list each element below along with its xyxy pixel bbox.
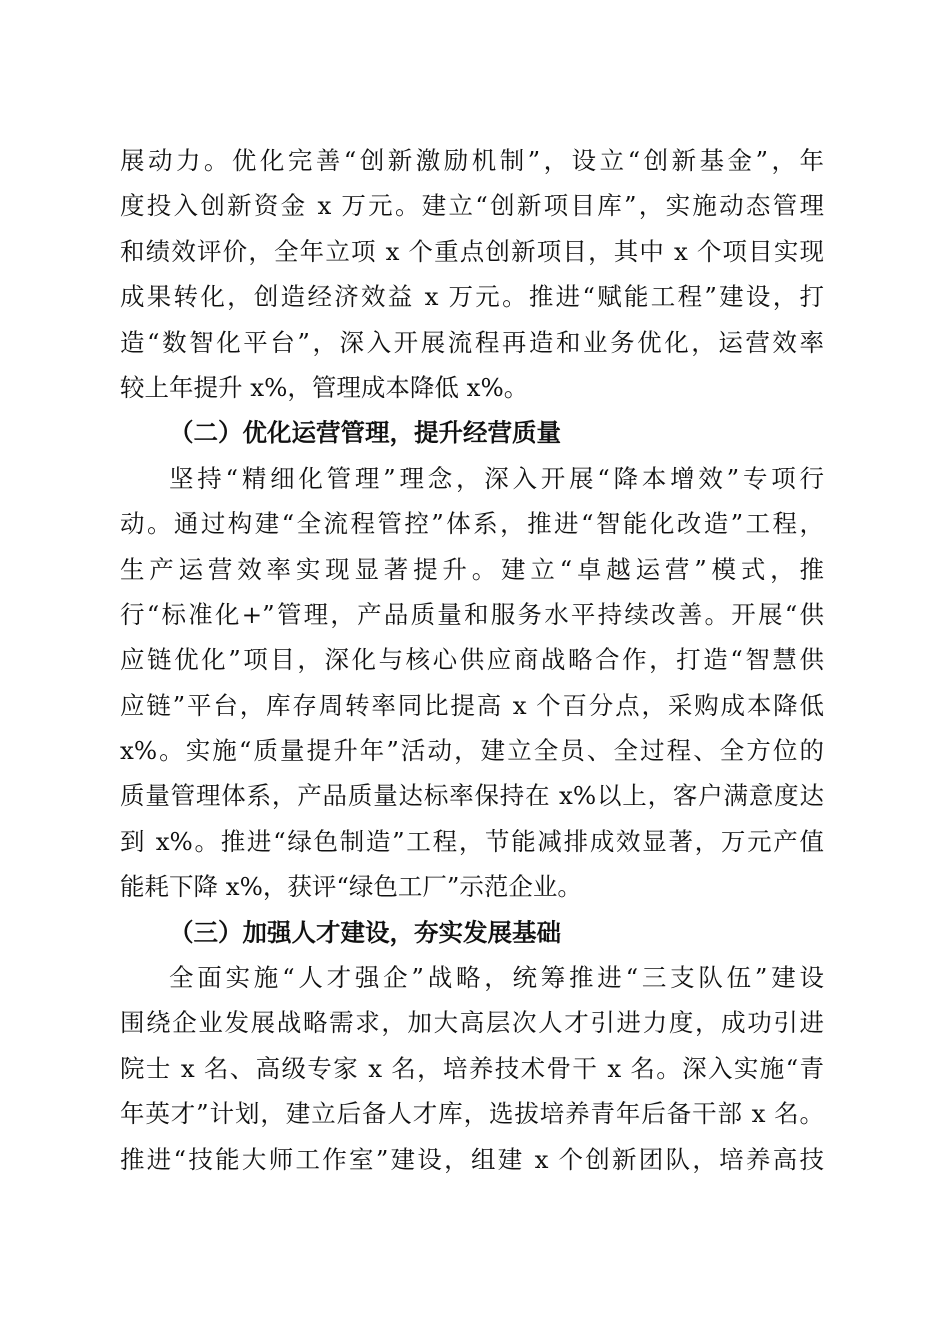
section-heading: （二）优化运营管理，提升经营质量	[169, 418, 561, 448]
body-line: 质量管理体系，产品质量达标率保持在 x%以上，客户满意度达	[120, 781, 824, 811]
document-body	[120, 138, 824, 1182]
section-heading: （三）加强人才建设，夯实发展基础	[169, 917, 561, 947]
body-line: 推进“技能大师工作室”建设，组建 x 个创新团队，培养高技	[120, 1144, 824, 1174]
body-line: 成果转化，创造经济效益 x 万元。推进“赋能工程”建设，打	[120, 282, 824, 312]
body-line: 院士 x 名、高级专家 x 名，培养技术骨干 x 名。深入实施“青	[120, 1053, 824, 1083]
body-line: 应链”平台，库存周转率同比提高 x 个百分点，采购成本降低	[120, 690, 824, 720]
body-line: 较上年提升 x%，管理成本降低 x%。	[120, 372, 529, 402]
body-line: 生产运营效率实现显著提升。建立“卓越运营”模式，推	[120, 554, 824, 584]
body-line: 造“数智化平台”，深入开展流程再造和业务优化，运营效率	[120, 327, 824, 357]
body-line: 能耗下降 x%，获评“绿色工厂”示范企业。	[120, 872, 582, 902]
body-line: 行“标准化+”管理，产品质量和服务水平持续改善。开展“供	[120, 599, 824, 629]
body-line: x%。实施“质量提升年”活动，建立全员、全过程、全方位的	[120, 736, 824, 766]
body-line: 动。通过构建“全流程管控”体系，推进“智能化改造”工程，	[120, 509, 824, 539]
body-line: 展动力。优化完善“创新激励机制”，设立“创新基金”，年	[120, 146, 824, 175]
body-line: 应链优化”项目，深化与核心供应商战略合作，打造“智慧供	[120, 645, 824, 675]
body-line: 围绕企业发展战略需求，加大高层次人才引进力度，成功引进	[120, 1008, 824, 1038]
body-line: 坚持“精细化管理”理念，深入开展“降本增效”专项行	[169, 463, 824, 493]
body-line: 年英才”计划，建立后备人才库，选拔培养青年后备干部 x 名。	[120, 1099, 824, 1129]
body-line: 到 x%。推进“绿色制造”工程，节能减排成效显著，万元产值	[120, 826, 824, 856]
body-line: 度投入创新资金 x 万元。建立“创新项目库”，实施动态管理	[120, 191, 824, 221]
body-line: 全面实施“人才强企”战略，统筹推进“三支队伍”建设	[169, 963, 824, 993]
body-line: 和绩效评价，全年立项 x 个重点创新项目，其中 x 个项目实现	[120, 236, 824, 266]
